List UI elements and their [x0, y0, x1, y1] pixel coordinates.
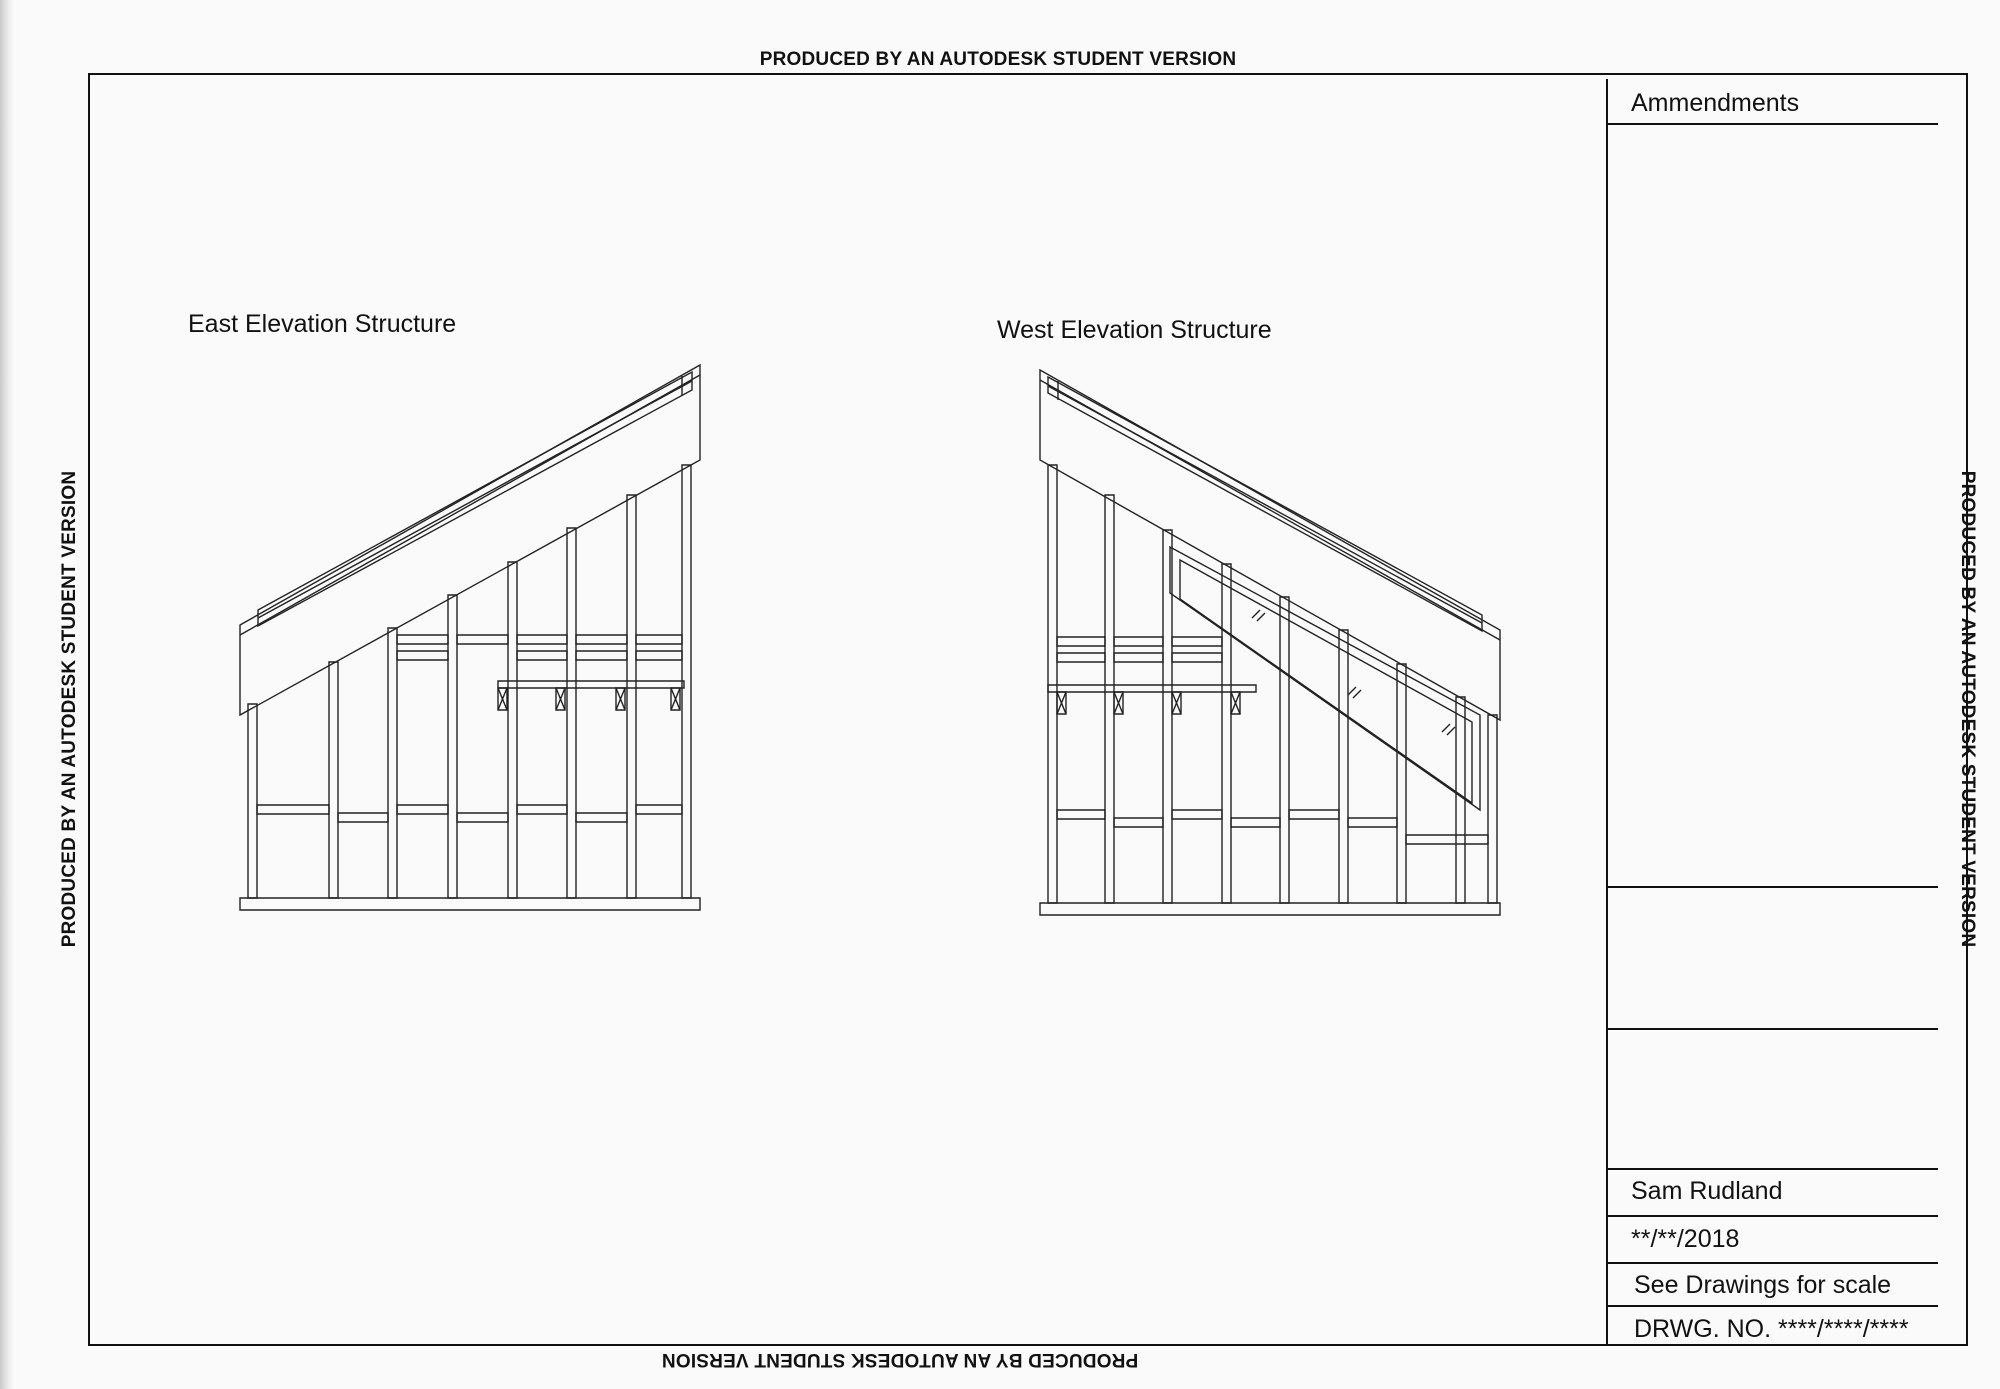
rafter: [1040, 370, 1500, 720]
east-noggins: [257, 635, 682, 822]
watermark-left: PRODUCED BY AN AUTODESK STUDENT VERSION: [59, 470, 80, 948]
amendments-label: Ammendments: [1631, 89, 1800, 117]
sheet-edge-shadow: [0, 0, 14, 1389]
west-noggins: [1057, 637, 1488, 844]
drawing-number: DRWG. NO. ****/****/****: [1634, 1315, 1909, 1343]
west-elevation-drawing: [1030, 365, 1510, 925]
watermark-top: PRODUCED BY AN AUTODESK STUDENT VERSION: [759, 49, 1237, 70]
title-block-blank-row-1: [1606, 888, 1938, 1030]
drawing-date: **/**/2018: [1631, 1225, 1740, 1253]
west-lintel: [1048, 685, 1256, 714]
glazed-panel: [1170, 547, 1480, 810]
east-lintel: [498, 681, 684, 710]
west-elevation-title: West Elevation Structure: [997, 316, 1272, 344]
scale-note: See Drawings for scale: [1634, 1271, 1892, 1299]
sill-plate: [1040, 903, 1500, 915]
amendments-area: [1606, 125, 1938, 888]
watermark-bottom: PRODUCED BY AN AUTODESK STUDENT VERSION: [661, 1349, 1139, 1370]
sill-plate: [240, 898, 700, 910]
west-studs: [1048, 465, 1497, 903]
east-elevation-title: East Elevation Structure: [188, 310, 457, 338]
rafter: [240, 365, 700, 715]
east-elevation-drawing: [230, 360, 710, 920]
watermark-right: PRODUCED BY AN AUTODESK STUDENT VERSION: [1957, 470, 1978, 948]
title-block-blank-row-2: [1606, 1030, 1938, 1170]
author-name: Sam Rudland: [1631, 1177, 1783, 1205]
